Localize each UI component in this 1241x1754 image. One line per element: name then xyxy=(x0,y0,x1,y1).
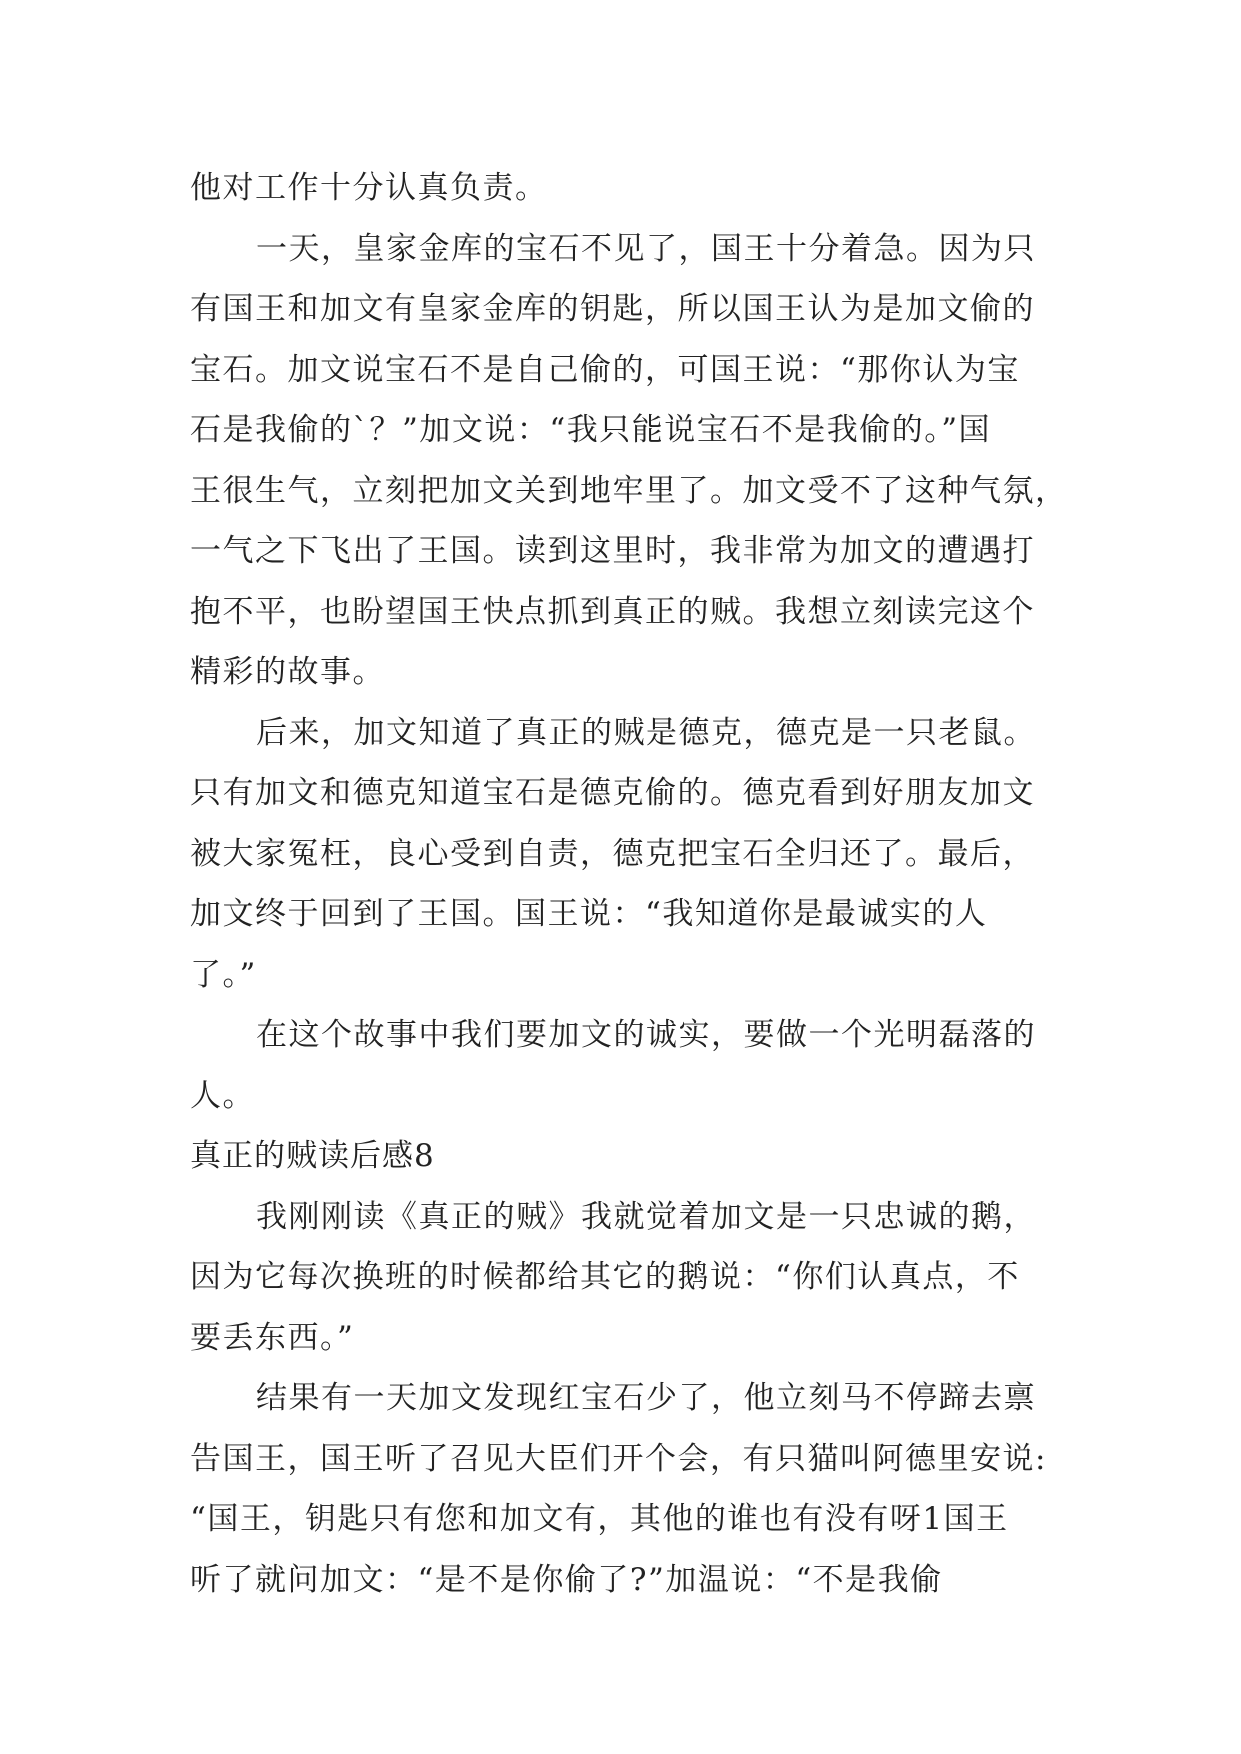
text-line: 加文终于回到了王国。国王说：“我知道你是最诚实的人 xyxy=(190,896,988,932)
text-line: 他对工作十分认真负责。 xyxy=(190,170,548,206)
text-line: 只有加文和德克知道宝石是德克偷的。德克看到好朋友加文 xyxy=(190,775,1035,811)
text-line: 因为它每次换班的时候都给其它的鹅说：“你们认真点，不 xyxy=(190,1259,1020,1295)
text-line: 石是我偷的`？”加文说：“我只能说宝石不是我偷的。”国 xyxy=(190,412,992,448)
text-line: 被大家冤枉，良心受到自责，德克把宝石全归还了。最后， xyxy=(190,835,1035,872)
text-line: 宝石。加文说宝石不是自己偷的，可国王说：“那你认为宝 xyxy=(190,351,1020,388)
text-line: 王很生气，立刻把加文关到地牢里了。加文受不了这种气氛， xyxy=(190,472,1068,509)
text-line: 人。 xyxy=(190,1077,255,1114)
text-line: 告国王，国王听了召见大臣们开个会，有只猫叫阿德里安说: xyxy=(190,1440,1047,1477)
text-line: 要丢东西。” xyxy=(190,1319,355,1356)
text-line: 听了就问加文：“是不是你偷了?”加温说：“不是我偷 xyxy=(190,1561,943,1598)
paragraph-first-line: 结果有一天加文发现红宝石少了，他立刻马不停蹄去禀 xyxy=(256,1380,1036,1416)
text-line: 了。” xyxy=(190,956,257,993)
text-line: 抱不平，也盼望国王快点抓到真正的贼。我想立刻读完这个 xyxy=(190,593,1035,630)
paragraph-first-line: 后来，加文知道了真正的贼是德克，德克是一只老鼠。 xyxy=(256,714,1036,751)
paragraph-first-line: 一天，皇家金库的宝石不见了，国王十分着急。因为只 xyxy=(256,230,1036,267)
text-line: “国王，钥匙只有您和加文有，其他的谁也有没有呀1国王 xyxy=(190,1501,1009,1537)
text-line: 精彩的故事。 xyxy=(190,654,385,690)
paragraph-first-line: 在这个故事中我们要加文的诚实，要做一个光明磊落的 xyxy=(256,1017,1036,1053)
text-line: 一气之下飞出了王国。读到这里时，我非常为加文的遭遇打 xyxy=(190,533,1035,569)
text-line: 有国王和加文有皇家金库的钥匙，所以国王认为是加文偷的 xyxy=(190,291,1035,327)
paragraph-first-line: 我刚刚读《真正的贼》我就觉着加文是一只忠诚的鹅， xyxy=(256,1198,1036,1235)
section-heading: 真正的贼读后感8 xyxy=(190,1138,435,1174)
document-body xyxy=(190,158,1068,1610)
